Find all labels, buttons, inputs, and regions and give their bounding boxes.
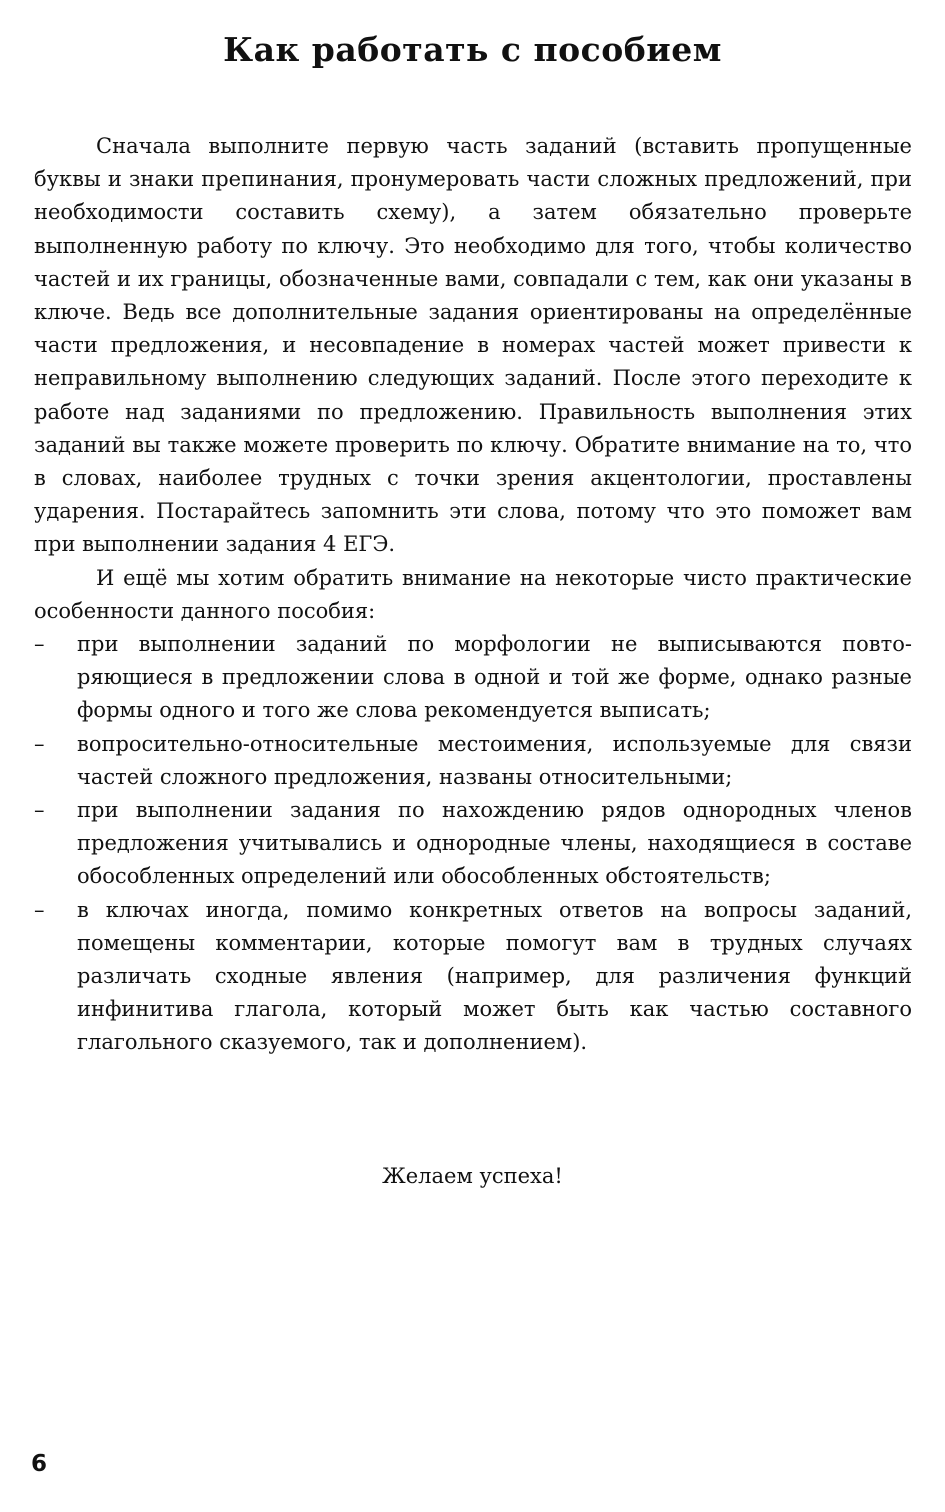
closing-wish: Желаем успеха! (382, 1164, 563, 1188)
intro-paragraph: Сначала выполните первую часть заданий (вставить пропущенные буквы и знаки препинания, пронумеровать части сложных предложений, при необходимости составить схему), а затем обязательно проверьте выполненную работу по ключу. Это необходимо для того, чтобы количество частей и их границы, обозначенные вами, совпадали с тем, как они указаны в ключе. Ведь все дополнительные задания ориентированы на определённые части предложения, и несовпадение в номерах частей может привести к неправильному выполнению следующих заданий. После этого переходите к работе над заданиями по предложению. Правильность выполнения этих заданий вы также можете проверить по ключу. Обратите внимание на то, что в словах, наиболее трудных с точки зрения акцентологии, проставлены ударения. Постарайтесь запомнить эти слова, потому что это поможет вам при выполнении задания 4 ЕГЭ. (34, 134, 912, 557)
list-item (34, 628, 912, 728)
list-item-text: в ключах иногда, помимо конкретных ответов на вопросы заданий, помещены комментарии, которые помогут вам в трудных случаях различать сходные явления (например, для различения функций инфинитива глагола, который может быть как частью составного глагольного сказуемого, так и дополнением). (77, 897, 912, 1055)
list-item (34, 894, 912, 1060)
features-list (34, 628, 912, 1060)
dash-marker: – (34, 798, 45, 823)
page-title: Как работать с пособием (223, 30, 722, 69)
list-item-text: вопросительно-относительные местоимения, используемые для связи частей сложного предложения, названы относительными; (77, 731, 912, 789)
list-item (34, 794, 912, 894)
list-item-text: при выполнении задания по нахождению рядов однородных членов предложения учитывались и однородные члены, находящиеся в составе обособленных определений или обособленных обстоятельств; (77, 798, 912, 889)
list-item (34, 728, 912, 794)
features-intro-paragraph: И ещё мы хотим обратить внимание на некоторые чисто практические особенности данного пособия: (34, 566, 912, 624)
dash-marker: – (34, 731, 45, 756)
page-number: 6 (31, 1451, 48, 1477)
dash-marker: – (34, 632, 45, 656)
dash-marker: – (34, 897, 45, 922)
list-item-text: при выполнении заданий по морфологии не выписываются повторяющиеся в предложении слова в одной и той же форме, однако разные формы одного и того же слова рекомендуется выписать; (77, 632, 912, 723)
